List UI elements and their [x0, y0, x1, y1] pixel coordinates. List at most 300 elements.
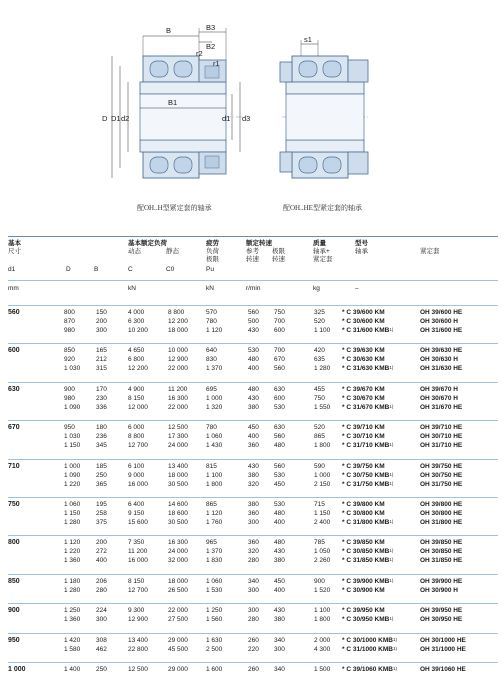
cell-limit-speed: 340: [274, 636, 285, 644]
footnote-marker: 1): [392, 645, 397, 651]
cell-Pu: 2 500: [206, 645, 223, 653]
cell-limit-speed: 400: [274, 519, 285, 526]
cell-sleeve-designation: OH 31/750 HE: [420, 480, 463, 488]
cell-ref-speed: 300: [248, 586, 259, 594]
cell-bearing-designation: * C 31/1000 KMB$^{1)}$: [342, 645, 397, 653]
cell-Pu: 1 630: [206, 636, 223, 644]
cell-D: 800: [64, 309, 75, 316]
cell-Pu: 1 830: [206, 557, 223, 565]
footnote-marker: 1): [392, 636, 397, 642]
cell-ref-speed: 380: [248, 501, 259, 508]
cell-sleeve-designation: OH 39/1060 HE: [420, 666, 466, 673]
cell-C: 11 200: [128, 548, 148, 556]
cell-Pu: 1 100: [206, 471, 223, 479]
cell-bearing-designation: * C 30/950 KMB$^{1)}$: [342, 616, 394, 624]
cell-Pu: 1 600: [206, 666, 223, 673]
cell-mass: 2 150: [314, 480, 331, 488]
cell-d1: 900: [8, 607, 20, 615]
cell-Pu: 965: [206, 539, 217, 547]
hdr-sym-D: D: [66, 266, 71, 273]
cell-Pu: 830: [206, 356, 217, 364]
cell-Pu: 1 120: [206, 327, 223, 334]
cell-C0: 18 600: [168, 510, 188, 517]
cell-C0: 22 000: [168, 365, 188, 373]
cell-D: 980: [64, 327, 75, 334]
group-divider: [8, 633, 498, 634]
cell-C: 8 150: [128, 394, 145, 402]
hdr-ref-speed: 参考: [246, 248, 259, 255]
cell-C0: 22 000: [168, 607, 188, 615]
cell-B: 185: [96, 462, 107, 470]
hdr-load-rating: 基本额定负荷: [128, 240, 167, 247]
cell-sleeve-designation: OH 30/950 HE: [420, 616, 463, 624]
cell-Pu: 1 320: [206, 403, 223, 411]
dim-label-d1: d1: [222, 114, 231, 123]
cell-Pu: 1 430: [206, 442, 223, 450]
cell-D: 1 180: [64, 577, 81, 585]
cell-mass: 750: [314, 394, 325, 402]
cell-C0: 24 000: [168, 548, 188, 556]
footnote-marker: 1): [389, 519, 394, 524]
hdr-ref-speed-2: 转速: [246, 256, 259, 263]
cell-sleeve-designation: OH 31/630 HE: [420, 365, 463, 373]
cell-B: 375: [96, 519, 107, 526]
cell-ref-speed: 320: [248, 480, 259, 488]
dim-label-B: B: [166, 26, 172, 35]
group-divider: [8, 305, 498, 306]
hdr-sym-C0: C0: [166, 266, 175, 273]
cell-bearing-designation: * C 31/850 KMB$^{1)}$: [342, 557, 394, 565]
cell-limit-speed: 530: [274, 501, 285, 508]
cell-C0: 29 000: [168, 666, 188, 673]
cell-bearing-designation: * C 30/600 KM: [342, 318, 385, 325]
table-header: [0, 236, 504, 296]
cell-C0: 12 900: [168, 356, 188, 364]
table-row: [8, 509, 498, 518]
table-row: [8, 355, 498, 364]
cell-ref-speed: 560: [248, 309, 259, 316]
cell-Pu: 1 250: [206, 607, 223, 615]
cell-d1: 630: [8, 385, 20, 393]
cell-mass: 1 100: [314, 327, 331, 334]
cell-limit-speed: 450: [274, 577, 285, 585]
table-row: [8, 471, 498, 480]
cell-limit-speed: 400: [274, 586, 285, 594]
cell-Pu: 1 800: [206, 480, 223, 488]
cell-ref-speed: 360: [248, 442, 259, 450]
cell-mass: 2 400: [314, 519, 331, 526]
cell-sleeve-designation: OH 30/750 HE: [420, 471, 463, 479]
cell-C0: 18 000: [168, 327, 188, 334]
hdr-designation: 型号: [355, 240, 368, 247]
group-divider: [8, 420, 498, 421]
cell-C0: 30 500: [168, 519, 188, 526]
footnote-marker: 1): [389, 365, 394, 371]
cell-Pu: 1 370: [206, 548, 223, 556]
cell-sleeve-designation: OH 30/900 H: [420, 586, 458, 594]
cell-D: 1 580: [64, 645, 81, 653]
cell-C: 9 300: [128, 607, 145, 615]
cell-bearing-designation: * C 30/750 KMB$^{1)}$: [342, 471, 394, 479]
cell-d1: 1 000: [8, 666, 26, 673]
cell-bearing-designation: * C 31/750 KMB$^{1)}$: [342, 480, 394, 488]
left-bearing-drawing: [112, 28, 251, 178]
cell-B: 258: [96, 510, 107, 517]
cell-C: 6 800: [128, 356, 145, 364]
cell-C0: 18 000: [168, 577, 188, 585]
cell-C0: 14 600: [168, 501, 188, 508]
cell-sleeve-designation: OH 31/850 HE: [420, 557, 463, 565]
table-row: [8, 394, 498, 403]
cell-d1: 710: [8, 462, 20, 470]
cell-bearing-designation: * C 31/710 KMB$^{1)}$: [342, 442, 394, 450]
cell-limit-speed: 380: [274, 616, 285, 624]
cell-ref-speed: 340: [248, 577, 259, 585]
cell-C: 9 000: [128, 471, 145, 479]
cell-ref-speed: 480: [248, 385, 259, 393]
cell-mass: 1 000: [314, 471, 331, 479]
cell-ref-speed: 500: [248, 318, 259, 325]
cell-C: 22 800: [128, 645, 148, 653]
cell-sleeve-designation: OH 39/950 HE: [420, 607, 463, 615]
table-row: [8, 364, 498, 373]
cell-sleeve-designation: OH 30/710 HE: [420, 433, 463, 441]
hdr-sym-Pu: Pu: [206, 266, 214, 273]
cell-limit-speed: 700: [274, 318, 285, 325]
cell-bearing-designation: * C 39/900 KMB$^{1)}$: [342, 577, 394, 585]
cell-D: 1 090: [64, 403, 81, 411]
cell-bearing-designation: * C 31/630 KMB$^{1)}$: [342, 365, 394, 373]
cell-bearing-designation: * C 30/710 KM: [342, 433, 385, 441]
cell-mass: 455: [314, 385, 325, 393]
group-divider: [8, 662, 498, 663]
cell-D: 1 250: [64, 607, 81, 615]
cell-C0: 16 300: [168, 539, 188, 547]
table-row: [8, 645, 498, 654]
dim-label-d2: d2: [121, 114, 130, 123]
dim-label-B2: B2: [206, 42, 216, 51]
group-divider: [8, 343, 498, 344]
table-row: [8, 385, 498, 394]
cell-C: 12 500: [128, 666, 148, 673]
cell-ref-speed: 260: [248, 636, 259, 644]
cell-C0: 27 500: [168, 616, 188, 624]
cell-Pu: 815: [206, 462, 217, 470]
cell-B: 165: [96, 347, 107, 355]
cell-limit-speed: 340: [274, 666, 285, 673]
hdr-unit-mm: mm: [8, 285, 19, 292]
table-row: [8, 636, 498, 645]
table-row: [8, 462, 498, 471]
cell-ref-speed: 400: [248, 365, 259, 373]
cell-D: 1 150: [64, 442, 81, 450]
cell-Pu: 640: [206, 347, 217, 355]
cell-limit-speed: 630: [274, 385, 285, 393]
cell-Pu: 570: [206, 309, 217, 316]
cell-mass: 865: [314, 433, 325, 441]
group-divider: [8, 603, 498, 604]
cell-D: 1 360: [64, 557, 81, 565]
cell-bearing-designation: * C 30/1000 KMB$^{1)}$: [342, 636, 397, 644]
dim-label-B1: B1: [168, 98, 178, 107]
hdr-basic-dims-2: 尺寸: [8, 248, 21, 255]
cell-d1: 850: [8, 577, 20, 585]
cell-ref-speed: 260: [248, 666, 259, 673]
cell-limit-speed: 430: [274, 548, 285, 556]
cell-limit-speed: 480: [274, 442, 285, 450]
cell-limit-speed: 670: [274, 356, 285, 364]
cell-B: 462: [96, 645, 107, 653]
cell-C: 12 000: [128, 403, 148, 411]
cell-bearing-designation: * C 31/670 KMB$^{1)}$: [342, 403, 394, 411]
table-row: [8, 586, 498, 595]
cell-D: 1 420: [64, 636, 81, 644]
cell-C: 10 200: [128, 327, 148, 334]
cell-D: 1 030: [64, 433, 81, 441]
cell-ref-speed: 480: [248, 356, 259, 364]
cell-C: 15 600: [128, 519, 148, 526]
cell-limit-speed: 480: [274, 510, 285, 517]
left-drawing-caption: 配OH..H型紧定套的轴承: [137, 204, 212, 212]
table-row: [8, 556, 498, 565]
cell-limit-speed: 600: [274, 394, 285, 402]
cell-Pu: 780: [206, 318, 217, 325]
hdr-fatigue-3: 极限: [206, 256, 219, 263]
hdr-static: 静态: [166, 248, 179, 255]
dim-label-D: D: [102, 114, 108, 123]
table-row: [8, 441, 498, 450]
cell-Pu: 1 000: [206, 394, 223, 402]
footnote-marker: 1): [389, 557, 394, 563]
cell-mass: 1 800: [314, 442, 331, 450]
cell-D: 1 220: [64, 480, 81, 488]
cell-Pu: 1 370: [206, 365, 223, 373]
cell-ref-speed: 300: [248, 607, 259, 615]
cell-limit-speed: 450: [274, 480, 285, 488]
footnote-marker: 1): [392, 666, 397, 671]
table-row: [8, 500, 498, 509]
cell-ref-speed: 220: [248, 645, 259, 653]
cell-ref-speed: 280: [248, 557, 259, 565]
dim-label-B3: B3: [206, 23, 216, 32]
cell-mass: 1 520: [314, 586, 331, 594]
cell-D: 1 400: [64, 666, 81, 673]
cell-mass: 1 100: [314, 607, 331, 615]
cell-bearing-designation: * C 39/710 KM: [342, 424, 385, 432]
cell-B: 180: [96, 424, 107, 432]
cell-C0: 30 500: [168, 480, 188, 488]
cell-mass: 2 260: [314, 557, 331, 565]
table-row: [8, 326, 498, 335]
cell-D: 1 090: [64, 471, 81, 479]
cell-sleeve-designation: OH 30/1000 HE: [420, 636, 466, 644]
cell-C: 6 400: [128, 501, 145, 508]
hdr-sleeve: 紧定套: [420, 248, 440, 255]
hdr-unit-rpm: r/min: [246, 285, 261, 292]
cell-limit-speed: 560: [274, 462, 285, 470]
cell-ref-speed: 430: [248, 327, 259, 334]
hdr-speed: 额定转速: [246, 240, 272, 247]
dim-label-s1: s1: [304, 35, 312, 44]
cell-mass: 590: [314, 462, 325, 470]
cell-bearing-designation: * C 39/600 KM: [342, 309, 385, 316]
cell-bearing-designation: * C 30/800 KM: [342, 510, 385, 517]
cell-bearing-designation: * C 31/800 KMB$^{1)}$: [342, 519, 394, 526]
hdr-limit-speed: 极限: [272, 248, 285, 255]
cell-B: 300: [96, 616, 107, 624]
cell-C0: 11 200: [168, 385, 188, 393]
cell-D: 1 150: [64, 510, 81, 517]
dim-label-D1: D1: [111, 114, 121, 123]
bearing-drawings: [0, 0, 504, 222]
cell-B: 206: [96, 577, 107, 585]
table-row: [8, 615, 498, 624]
cell-limit-speed: 600: [274, 327, 285, 334]
cell-sleeve-designation: OH 30/850 HE: [420, 548, 463, 556]
dim-label-r2: r2: [196, 49, 203, 58]
cell-mass: 520: [314, 318, 325, 325]
cell-B: 365: [96, 480, 107, 488]
cell-limit-speed: 380: [274, 557, 285, 565]
right-bearing-drawing: [280, 40, 370, 178]
hdr-unit-kg: kg: [313, 285, 320, 292]
table-row: [8, 665, 498, 674]
cell-D: 1 280: [64, 586, 81, 594]
cell-mass: 1 550: [314, 403, 331, 411]
cell-sleeve-designation: OH 30/630 H: [420, 356, 458, 364]
table-row: [8, 403, 498, 412]
cell-B: 308: [96, 636, 107, 644]
group-divider: [8, 382, 498, 383]
cell-C: 13 400: [128, 636, 148, 644]
cell-C: 4 000: [128, 309, 145, 316]
cell-B: 212: [96, 356, 107, 364]
cell-sleeve-designation: OH 31/800 HE: [420, 519, 463, 526]
cell-B: 345: [96, 442, 107, 450]
cell-sleeve-designation: OH 31/1000 HE: [420, 645, 466, 653]
cell-mass: 520: [314, 424, 325, 432]
hdr-fatigue: 疲劳: [206, 240, 219, 247]
hdr-mass-2: 轴承+: [313, 248, 330, 255]
cell-bearing-designation: * C 31/600 KMB$^{1)}$: [342, 327, 394, 334]
dim-label-d3: d3: [242, 114, 251, 123]
cell-D: 980: [64, 394, 75, 402]
cell-limit-speed: 750: [274, 309, 285, 316]
cell-C0: 13 400: [168, 462, 188, 470]
cell-B: 250: [96, 471, 107, 479]
cell-C: 7 350: [128, 539, 145, 547]
cell-C0: 26 500: [168, 586, 188, 594]
table-row: [8, 346, 498, 355]
cell-B: 200: [96, 318, 107, 325]
cell-d1: 800: [8, 539, 20, 547]
cell-bearing-designation: * C 30/900 KM: [342, 586, 385, 594]
cell-C: 16 000: [128, 557, 148, 565]
cell-ref-speed: 300: [248, 519, 259, 526]
cell-Pu: 695: [206, 385, 217, 393]
cell-C: 9 150: [128, 510, 145, 517]
cell-ref-speed: 530: [248, 347, 259, 355]
table-row: [8, 538, 498, 547]
cell-C: 8 800: [128, 433, 145, 441]
cell-bearing-designation: * C 30/630 KM: [342, 356, 385, 364]
group-divider: [8, 497, 498, 498]
cell-C0: 8 800: [168, 309, 185, 316]
cell-D: 1 220: [64, 548, 81, 556]
table-row: [8, 577, 498, 586]
cell-ref-speed: 360: [248, 539, 259, 547]
table-row: [8, 432, 498, 441]
cell-mass: 715: [314, 501, 325, 508]
cell-limit-speed: 700: [274, 347, 285, 355]
cell-bearing-designation: * C 39/750 KM: [342, 462, 385, 470]
cell-C: 12 700: [128, 442, 148, 450]
cell-D: 900: [64, 385, 75, 393]
cell-ref-speed: 430: [248, 462, 259, 470]
cell-B: 236: [96, 433, 107, 441]
hdr-unit-kN-2: kN: [206, 285, 214, 292]
cell-C0: 12 500: [168, 424, 188, 432]
hdr-sym-B: B: [94, 266, 99, 273]
cell-C0: 16 300: [168, 394, 188, 402]
cell-C0: 10 000: [168, 347, 188, 355]
table-row: [8, 308, 498, 317]
cell-C: 6 300: [128, 318, 145, 325]
cell-mass: 635: [314, 356, 325, 364]
cell-D: 1 060: [64, 501, 81, 508]
hdr-basic-dims: 基本: [8, 240, 21, 247]
cell-d1: 670: [8, 424, 20, 432]
cell-B: 315: [96, 365, 107, 373]
cell-B: 300: [96, 327, 107, 334]
footnote-marker: 1): [389, 403, 394, 409]
cell-limit-speed: 300: [274, 645, 285, 653]
cell-B: 272: [96, 548, 107, 556]
group-divider: [8, 535, 498, 536]
cell-mass: 785: [314, 539, 325, 547]
dim-label-r1: r1: [213, 59, 220, 68]
footnote-marker: 1): [389, 577, 394, 583]
hdr-fatigue-2: 负荷: [206, 248, 219, 255]
cell-C0: 32 000: [168, 557, 188, 565]
cell-d1: 600: [8, 347, 20, 355]
cell-Pu: 1 530: [206, 586, 223, 594]
cell-Pu: 1 760: [206, 519, 223, 526]
cell-Pu: 1 560: [206, 616, 223, 624]
cell-D: 920: [64, 356, 75, 364]
cell-B: 400: [96, 557, 107, 565]
cell-C0: 18 000: [168, 471, 188, 479]
cell-C: 4 900: [128, 385, 145, 393]
table-row: [8, 606, 498, 615]
cell-mass: 900: [314, 577, 325, 585]
cell-B: 170: [96, 385, 107, 393]
cell-bearing-designation: * C 39/950 KM: [342, 607, 385, 615]
cell-C: 12 700: [128, 586, 148, 594]
cell-mass: 325: [314, 309, 325, 316]
cell-Pu: 865: [206, 501, 217, 508]
cell-B: 280: [96, 586, 107, 594]
cell-C0: 12 200: [168, 318, 188, 325]
cell-C0: 29 000: [168, 636, 188, 644]
cell-D: 1 360: [64, 616, 81, 624]
cell-D: 1 000: [64, 462, 81, 470]
cell-mass: 1 800: [314, 616, 331, 624]
hdr-unit-kN: kN: [128, 285, 136, 292]
cell-ref-speed: 450: [248, 424, 259, 432]
cell-Pu: 1 060: [206, 577, 223, 585]
cell-sleeve-designation: OH 39/600 HE: [420, 309, 463, 316]
